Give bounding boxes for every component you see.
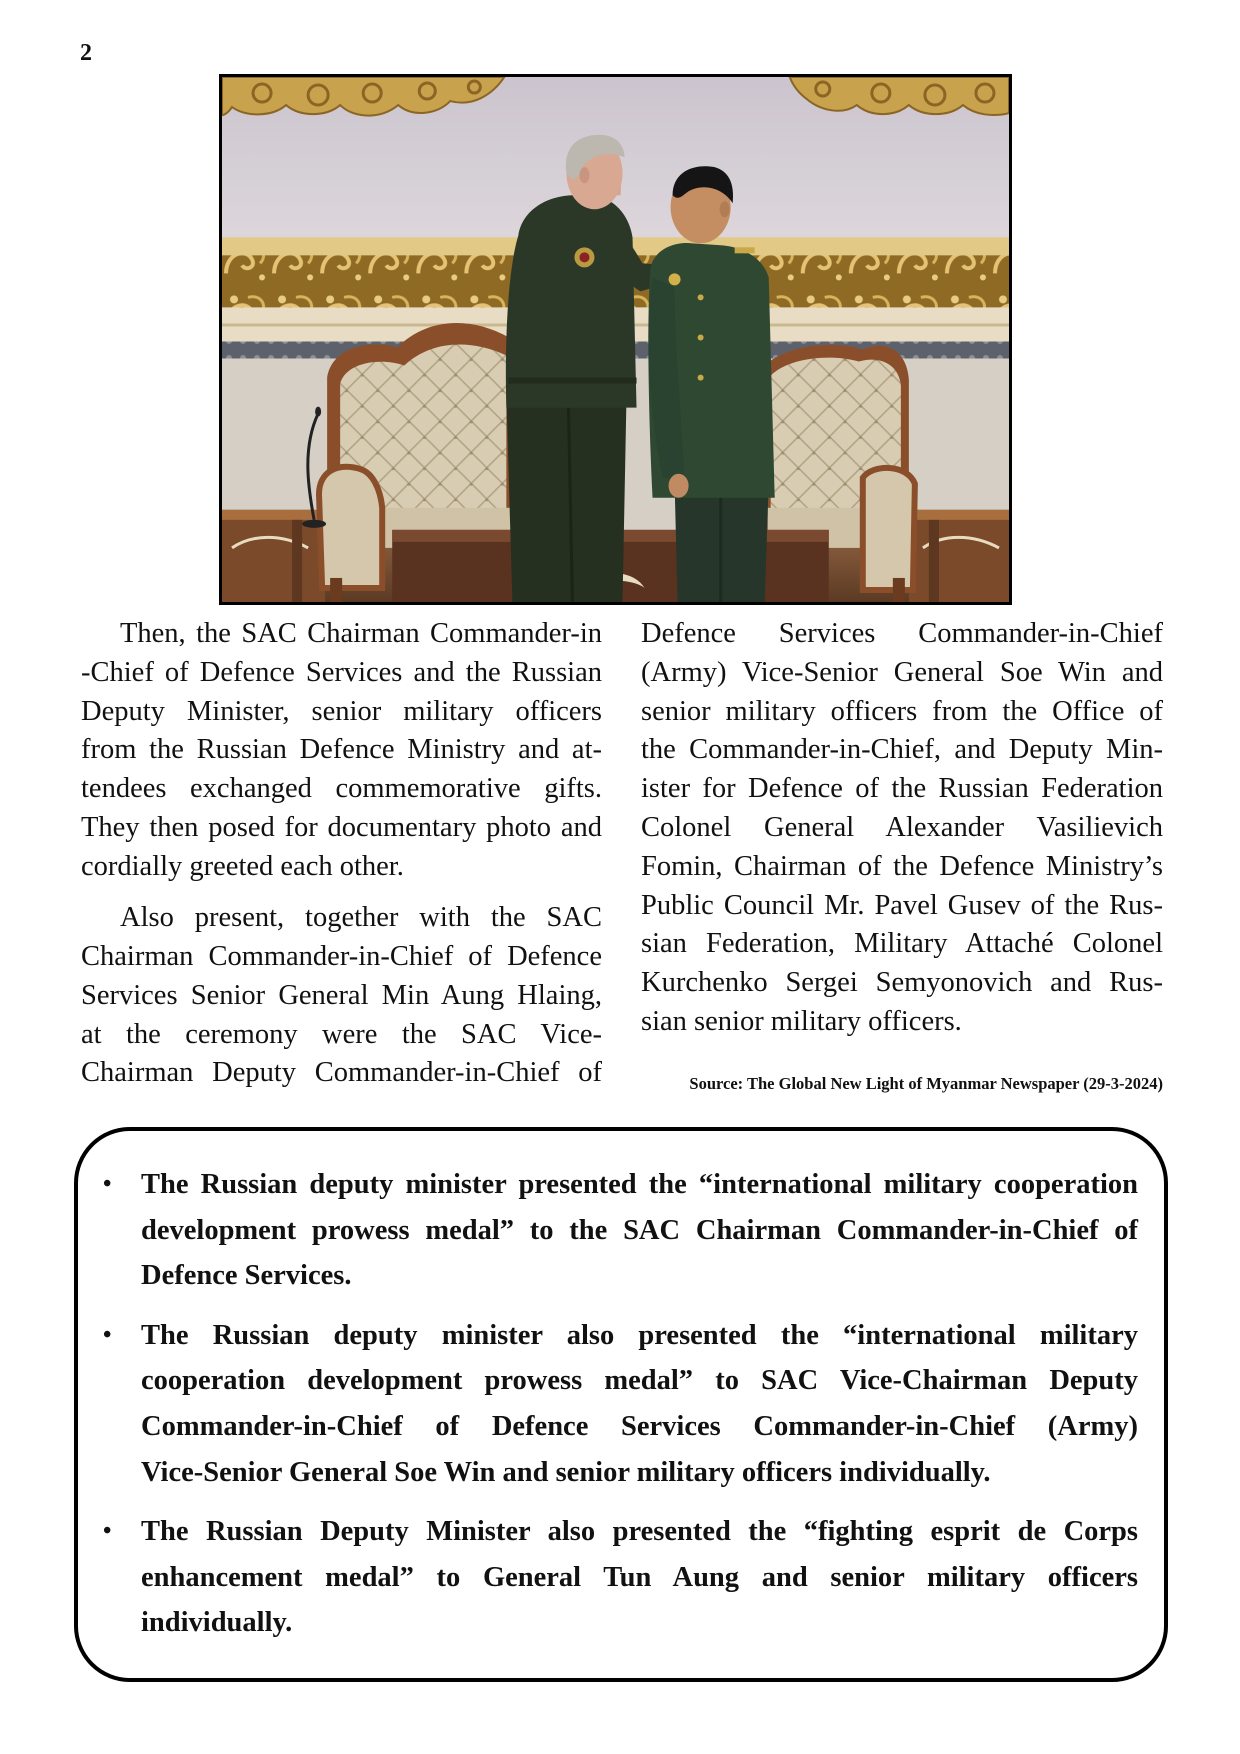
text-line: senior military officers from the Office of — [641, 695, 1163, 727]
text-line: sian senior military officers. — [641, 1005, 962, 1037]
right-column — [641, 615, 1163, 1042]
text-line: They then posed for documentary photo and — [81, 811, 602, 843]
text-line: cordially greeted each other. — [81, 850, 404, 882]
left-column — [81, 615, 602, 1093]
paragraph — [81, 615, 602, 887]
bullet-text-line: Vice-Senior General Soe Win and senior military officers individually. — [141, 1456, 991, 1488]
paragraph — [641, 615, 1163, 1042]
text-line: Colonel General Alexander Vasilievich — [641, 811, 1163, 843]
text-line: Public Council Mr. Pavel Gusev of the Rus- — [641, 889, 1163, 921]
bullet-text-line: development prowess medal” to the SAC Chairman Commander-in-Chief of — [141, 1214, 1138, 1246]
bullet-icon: • — [103, 1518, 112, 1545]
text-line: sian Federation, Military Attaché Colonel — [641, 928, 1163, 960]
right-side-table — [909, 510, 1009, 602]
ceremony-photo-drawing — [222, 77, 1009, 602]
text-line: -Chief of Defence Services and the Russian — [81, 656, 602, 688]
bullet-text-line: cooperation development prowess medal” to SAC Vice-Chairman Deputy — [141, 1365, 1138, 1397]
bullet-text-line: enhancement medal” to General Tun Aung and senior military officers — [141, 1561, 1138, 1593]
text-line: from the Russian Defence Ministry and at- — [81, 734, 602, 766]
bullet-icon: • — [103, 1321, 112, 1348]
text-line: the Commander-in-Chief, and Deputy Min- — [641, 734, 1163, 766]
text-line: tendees exchanged commemorative gifts. — [81, 773, 602, 805]
text-line: Also present, together with the SAC — [120, 902, 602, 934]
bullet-text-line: Commander-in-Chief of Defence Services Commander-in-Chief (Army) — [141, 1410, 1138, 1442]
text-line: Services Senior General Min Aung Hlaing, — [81, 979, 602, 1011]
bullet-icon: • — [103, 1171, 112, 1197]
text-line: Deputy Minister, senior military officers — [81, 695, 602, 727]
text-line: Chairman Commander-in-Chief of Defence — [81, 941, 602, 973]
text-line: Kurchenko Sergei Semyonovich and Rus- — [641, 967, 1163, 999]
bullet-text-line: Defence Services. — [141, 1260, 352, 1292]
page-number: 2 — [80, 40, 92, 66]
bullet-item — [103, 1162, 1138, 1299]
bullet-item — [103, 1313, 1138, 1495]
text-line: Then, the SAC Chairman Commander-in — [120, 618, 602, 649]
text-line: Fomin, Chairman of the Defence Ministry’s — [641, 850, 1163, 882]
summary-bullet-list — [103, 1162, 1138, 1660]
text-line: Chairman Deputy Commander-in-Chief of — [81, 1057, 602, 1089]
text-line: at the ceremony were the SAC Vice- — [81, 1018, 602, 1050]
text-line: ister for Defence of the Russian Federation — [641, 773, 1163, 805]
source-citation: Source: The Global New Light of Myanmar Newspaper (29-3-2024) — [689, 1074, 1163, 1093]
text-line: (Army) Vice-Senior General Soe Win and — [641, 656, 1163, 688]
paragraph — [81, 899, 602, 1093]
bullet-text-line: The Russian deputy minister presented the “international military cooperation — [141, 1169, 1138, 1200]
bullet-item — [103, 1509, 1138, 1646]
bullet-text-line: The Russian Deputy Minister also presented the “fighting esprit de Corps — [141, 1516, 1138, 1548]
bullet-text-line: individually. — [141, 1607, 293, 1639]
text-line: Defence Services Commander-in-Chief — [641, 618, 1163, 649]
bullet-text-line: The Russian deputy minister also presented the “international military — [141, 1319, 1138, 1351]
ceremony-photo — [219, 74, 1012, 605]
